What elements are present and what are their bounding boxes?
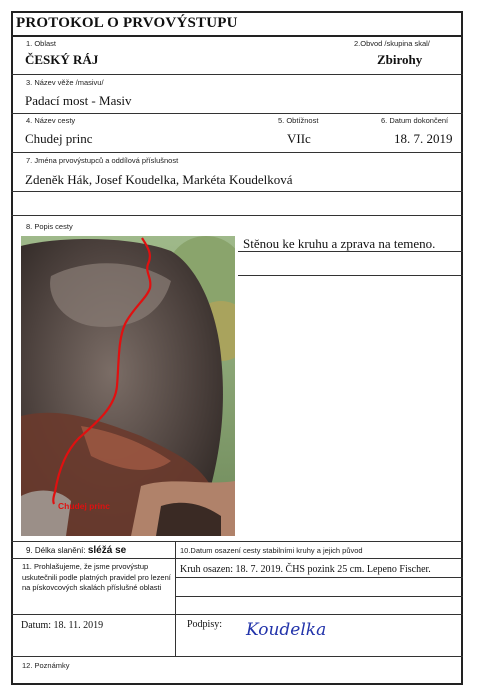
declaration-text: 11. Prohlašujeme, že jsme prvovýstup uskutečnili podle platných pravidel pro lezení na pískovcových skalách příslušné oblasti: [22, 562, 171, 592]
route-photo: [21, 236, 235, 536]
descent-row: [26, 545, 126, 556]
divider: [11, 656, 463, 657]
divider: [175, 596, 463, 597]
photo-route-label: Chudej princ: [58, 501, 110, 511]
divider: [11, 191, 463, 192]
divider: [11, 541, 463, 542]
notes-label: 12. Poznámky: [22, 661, 70, 670]
date-row: [21, 620, 103, 631]
area-label: 1. Oblast: [26, 39, 57, 48]
description-label: 8. Popis cesty: [26, 222, 73, 231]
date-label: Datum:: [21, 620, 51, 631]
date-value: 18. 11. 2019: [53, 620, 104, 631]
divider: [11, 35, 463, 37]
anchors-value: Kruh osazen: 18. 7. 2019. ČHS pozink 25 cm. Lepeno Fischer.: [180, 564, 431, 575]
divider: [11, 558, 463, 559]
divider: [175, 577, 463, 578]
descent-value: sléžá se: [87, 545, 127, 556]
description-text: Stěnou ke kruhu a zprava na temeno.: [243, 236, 436, 251]
divider: [238, 275, 463, 276]
anchors-label: 10.Datum osazení cesty stabilními kruhy a jejich původ: [180, 546, 363, 555]
divider: [11, 152, 463, 153]
climbers-label: 7. Jména prvovýstupců a oddílová příslušnost: [26, 156, 179, 165]
district-value: Zbirohy: [377, 52, 423, 67]
page-title: PROTOKOL O PRVOVÝSTUPU: [16, 15, 238, 31]
divider: [11, 215, 463, 216]
date-completed-value: 18. 7. 2019: [394, 131, 453, 146]
date-completed-label: 6. Datum dokončení: [381, 116, 449, 125]
divider: [11, 113, 463, 114]
tower-value: Padací most - Masiv: [25, 93, 132, 108]
descent-label: 9. Délka slanění:: [26, 546, 86, 555]
grade-value: VIIc: [287, 131, 311, 146]
signatures-label: Podpisy:: [187, 619, 223, 630]
divider: [238, 251, 463, 252]
divider: [175, 614, 176, 656]
route-value: Chudej princ: [25, 131, 93, 146]
divider: [11, 74, 463, 75]
divider: [11, 614, 463, 615]
grade-label: 5. Obtížnost: [278, 116, 319, 125]
climbers-value: Zdeněk Hák, Josef Koudelka, Markéta Koudelková: [25, 172, 293, 187]
tower-label: 3. Název věže /masivu/: [26, 78, 104, 87]
district-label: 2.Obvod /skupina skal/: [354, 39, 430, 48]
area-value: ČESKÝ RÁJ: [25, 52, 99, 67]
signature: Koudelka: [246, 620, 327, 640]
route-label: 4. Název cesty: [26, 116, 76, 125]
